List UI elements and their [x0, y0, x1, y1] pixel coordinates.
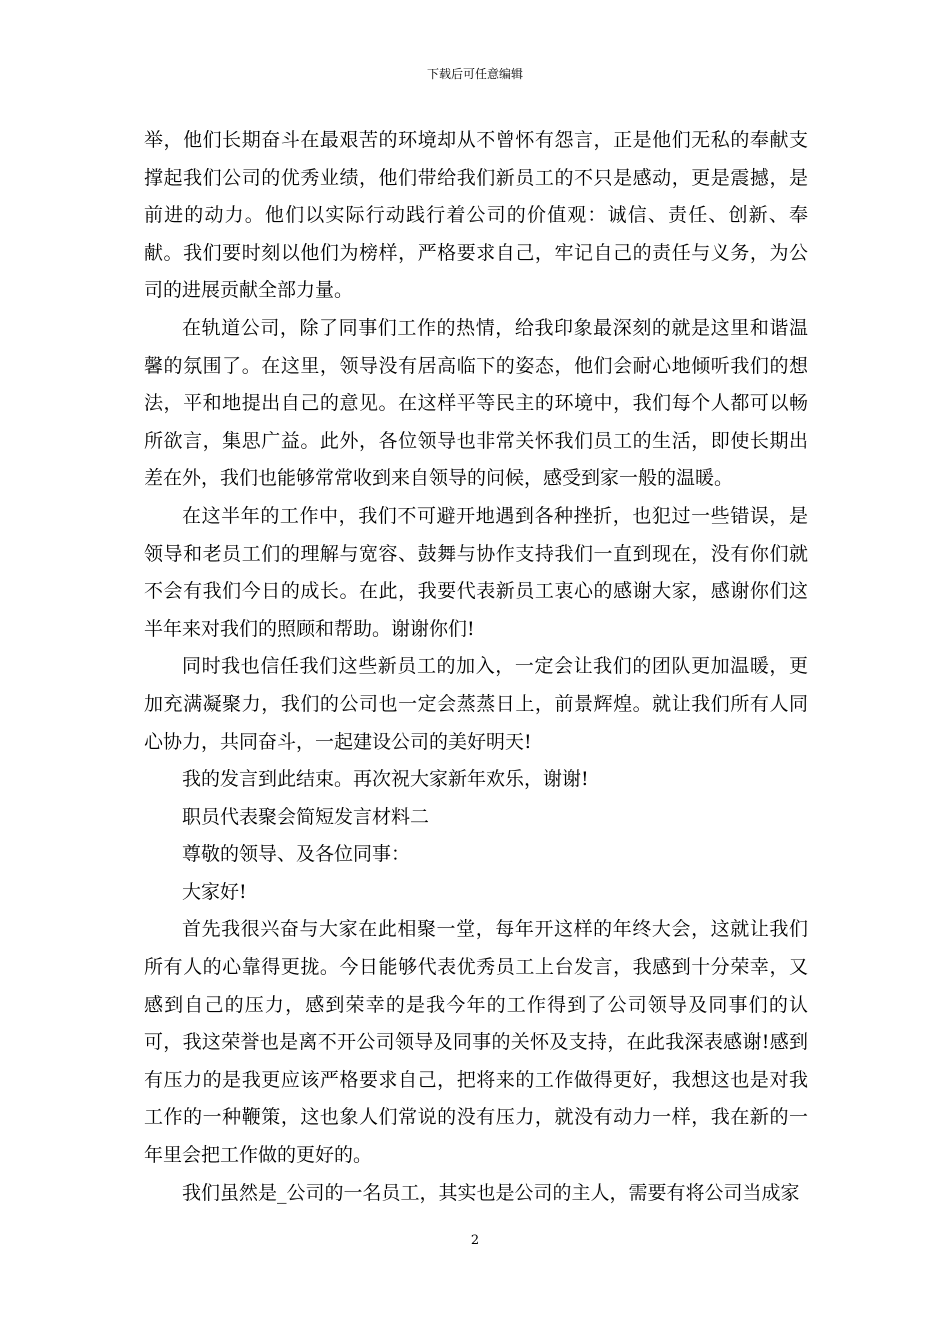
paragraph: 在轨道公司，除了同事们工作的热情，给我印象最深刻的就是这里和谐温馨的氛围了。在这里，领导没有居高临下的姿态，他们会耐心地倾听我们的想法，平和地提出自己的意见。在这样平等民主的环境中，我们每个人都可以畅所欲言，集思广益。此外，各位领导也非常关怀我们员工的生活，即使长期出差在外，我们也能够常常收到来自领导的问候，感受到家一般的温暖。: [144, 316, 808, 490]
page-header: 下载后可任意编辑: [426, 67, 523, 81]
salutation: 尊敬的领导、及各位同事：: [182, 843, 411, 866]
paragraph: 在这半年的工作中，我们不可避开地遇到各种挫折，也犯过一些错误，是领导和老员工们的理解与宽容、鼓舞与协作支持我们一直到现在，没有你们就不会有我们今日的成长。在此，我要代表新员工衷心的感谢大家，感谢你们这半年来对我们的照顾和帮助。谢谢你们!: [144, 504, 808, 640]
paragraph: 我的发言到此结束。再次祝大家新年欢乐，谢谢!: [182, 768, 589, 791]
section-title: 职员代表聚会简短发言材料二: [182, 805, 430, 828]
paragraph: 同时我也信任我们这些新员工的加入，一定会让我们的团队更加温暖，更加充满凝聚力，我们的公司也一定会蒸蒸日上，前景辉煌。就让我们所有人同心协力，共同奋斗，一起建设公司的美好明天!: [144, 655, 808, 753]
paragraph: 举，他们长期奋斗在最艰苦的环境却从不曾怀有怨言，正是他们无私的奉献支撑起我们公司的优秀业绩，他们带给我们新员工的不只是感动，更是震撼，是前进的动力。他们以实际行动践行着公司的价值观：诚信、责任、创新、奉献。我们要时刻以他们为榜样，严格要求自己，牢记自己的责任与义务，为公司的进展贡献全部力量。: [144, 129, 808, 302]
paragraph: 首先我很兴奋与大家在此相聚一堂，每年开这样的年终大会，这就让我们所有人的心靠得更拢。今日能够代表优秀员工上台发言，我感到十分荣幸，又感到自己的压力，感到荣幸的是我今年的工作得到了公司领导及同事们的认可，我这荣誉也是离不开公司领导及同事的关怀及支持，在此我深表感谢!感到有压力的是我更应该严格要求自己，把将来的工作做得更好，我想这也是对我工作的一种鞭策，这也象人们常说的没有压力，就没有动力一样，我在新的一年里会把工作做的更好的。: [144, 918, 808, 1167]
greeting: 大家好!: [182, 880, 247, 903]
page-number: 2: [470, 1233, 480, 1248]
paragraph: 我们虽然是_公司的一名员工，其实也是公司的主人，需要有将公司当成家: [182, 1181, 800, 1204]
document-body: [144, 122, 808, 1212]
